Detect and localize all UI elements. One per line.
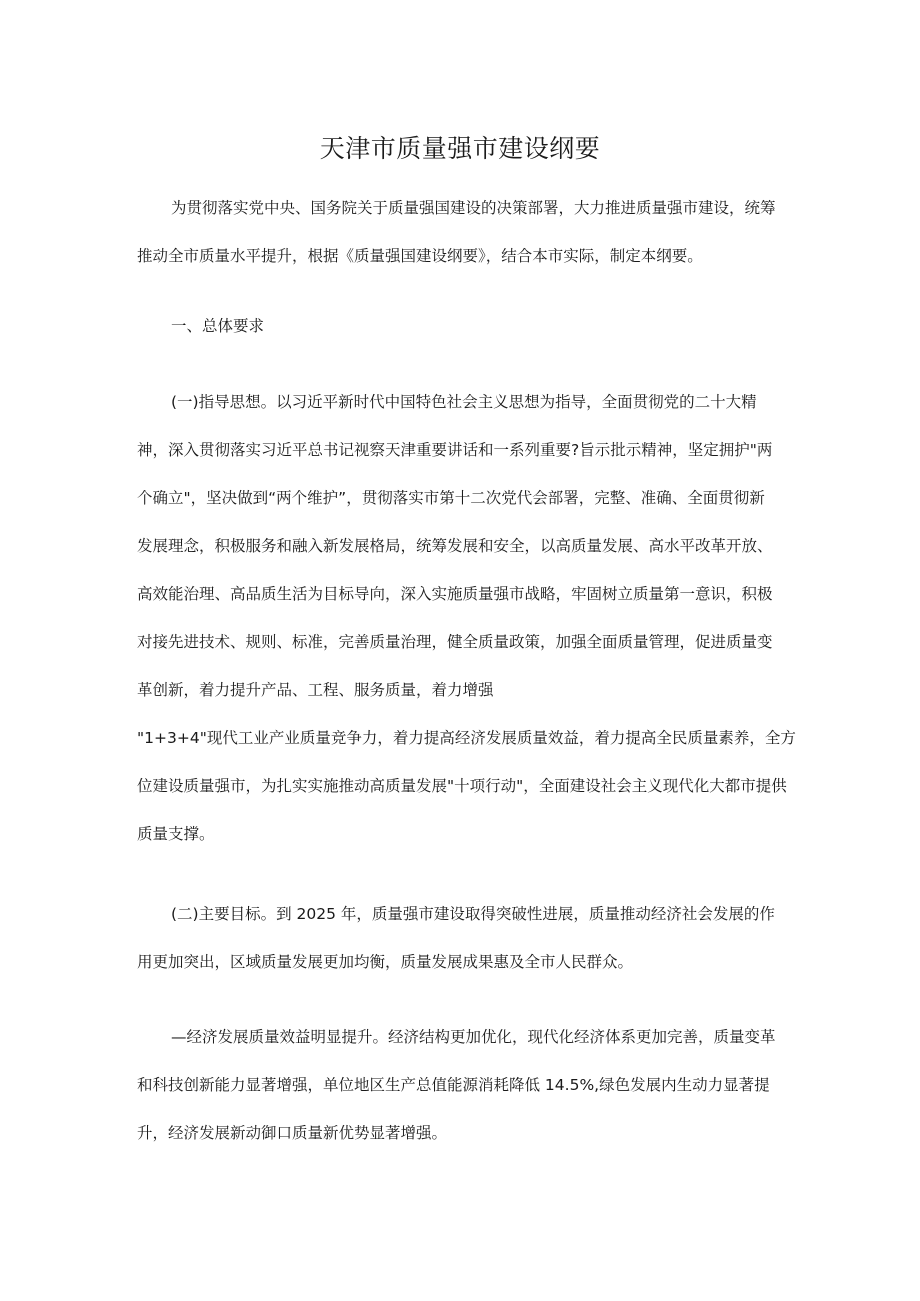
guiding-line-6: 对接先进技术、规则、标准，完善质量治理，健全质量政策，加强全面质量管理，促进质量变	[137, 633, 773, 651]
main-goals-paragraph	[137, 890, 797, 986]
economy-line-3: 升，经济发展新动御口质量新优势显著增强。	[137, 1124, 448, 1142]
guiding-line-2: 神，深入贯彻落实习近平总书记视察天津重要讲话和一系列重要?旨示批示精神，坚定拥护"两	[137, 441, 773, 459]
intro-line-1: 为贯彻落实党中央、国务院关于质量强国建设的决策部署，大力推进质量强市建设，统筹	[171, 199, 776, 217]
goals-line-1: (二)主要目标。到 2025 年，质量强市建设取得突破性进展，质量推动经济社会发展的作	[171, 905, 775, 923]
guiding-thought-paragraph	[137, 378, 797, 858]
section-heading-general-requirements: 一、总体要求	[171, 317, 265, 335]
document-title: 天津市质量强市建设纲要	[319, 134, 601, 163]
guiding-line-8: "1+3+4"现代工业产业质量竞争力，着力提高经济发展质量效益，着力提高全民质量素养，全方	[137, 729, 796, 747]
guiding-line-10: 质量支撑。	[137, 825, 215, 843]
guiding-line-5: 高效能治理、高品质生活为目标导向，深入实施质量强市战略，牢固树立质量第一意识，积极	[137, 585, 773, 603]
economy-line-1: —经济发展质量效益明显提升。经济结构更加优化，现代化经济体系更加完善，质量变革	[171, 1028, 776, 1046]
guiding-line-3: 个确立"，坚决做到“两个维护”，贯彻落实市第十二次党代会部署，完整、准确、全面贯彻新	[137, 489, 765, 507]
intro-line-2: 推动全市质量水平提升，根据《质量强国建设纲要》，结合本市实际，制定本纲要。	[137, 247, 703, 265]
economy-quality-paragraph	[137, 1013, 797, 1157]
guiding-line-4: 发展理念，积极服务和融入新发展格局，统筹发展和安全，以高质量发展、高水平改革开放、	[137, 537, 773, 555]
guiding-line-7: 革创新，着力提升产品、工程、服务质量，着力增强	[137, 681, 494, 699]
intro-paragraph	[137, 184, 797, 280]
guiding-line-1: (一)指导思想。以习近平新时代中国特色社会主义思想为指导，全面贯彻党的二十大精	[171, 393, 757, 411]
goals-line-2: 用更加突出，区域质量发展更加均衡，质量发展成果惠及全市人民群众。	[137, 953, 634, 971]
guiding-line-9: 位建设质量强市，为扎实实施推动高质量发展"十项行动"，全面建设社会主义现代化大都市提供	[137, 777, 787, 795]
economy-line-2: 和科技创新能力显著增强，单位地区生产总值能源消耗降低 14.5%,绿色发展内生动力显著提	[137, 1076, 770, 1094]
